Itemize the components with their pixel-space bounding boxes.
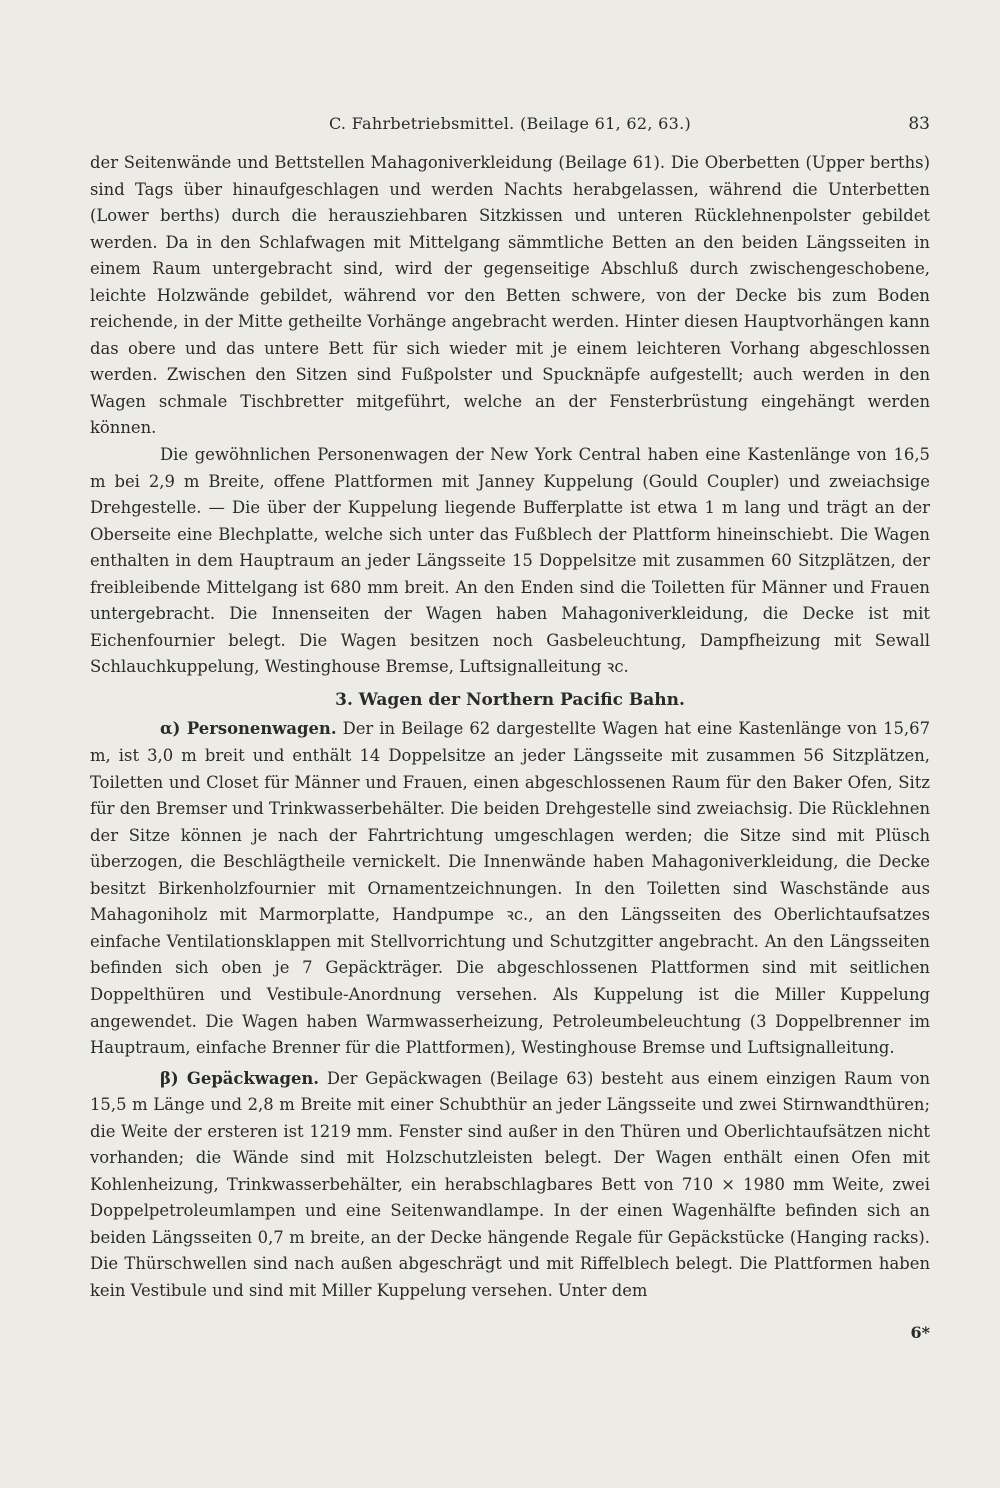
paragraph-sleeping-car-continued: der Seitenwände und Bettstellen Mahagoniverkleidung (Beilage 61). Die Oberbetten (Upper berths) sind Tags über hinaufgeschlagen und werden Nachts herabgelassen, während die Unterbetten (Lower berths) durch die herausziehbaren Sitzkissen und unteren Rücklehnenpolster gebildet werden. Da in den Schlafwagen mit Mittelgang sämmtliche Betten an den beiden Längsseiten in einem Raum untergebracht sind, wird der gegenseitige Abschluß durch zwischengeschobene, leichte Holzwände gebildet, während vor den Betten schwere, von der Decke bis zum Boden reichende, in der Mitte getheilte Vorhänge angebracht werden. Hinter diesen Hauptvorhängen kann das obere und das untere Bett für sich wieder mit je einem leichteren Vorhang abgeschlossen werden. Zwischen den Sitzen sind Fußpolster und Spucknäpfe aufgestellt; auch werden in den Wagen schmale Tischbretter mitgeführt, welche an der Fensterbrüstung eingehängt werden können.: [90, 153, 930, 438]
subsection-label-beta: β) Gepäckwagen.: [160, 1068, 320, 1088]
paragraph-gepaeckwagen-text: Der Gepäckwagen (Beilage 63) besteht aus einem einzigen Raum von 15,5 m Länge und 2,8 m Breite mit einer Schubthür an jeder Längsseite und zwei Stirnwandthüren; die Weite der ersteren ist 1219 mm. Fenster sind außer in den Thüren und Oberlichtaufsätzen nicht vorhanden; die Wände sind mit Holzschutzleisten belegt. Der Wagen enthält einen Ofen mit Kohlenheizung, Trinkwasserbehälter, ein herabschlagbares Bett von 710 × 1980 mm Weite, zwei Doppelpetroleumlampen und eine Seitenwandlampe. In der einen Wagenhälfte befinden sich an beiden Längsseiten 0,7 m breite, an der Decke hängende Regale für Gepäckstücke (Hanging racks). Die Thürschwellen sind nach außen abgeschrägt und mit Riffelblech belegt. Die Plattformen haben kein Vestibule und sind mit Miller Kuppelung versehen. Unter dem: [90, 1068, 930, 1300]
page-number: 83: [908, 114, 930, 134]
paragraph-gepaeckwagen: [90, 1066, 930, 1305]
subsection-label-alpha: α) Personenwagen.: [160, 719, 337, 739]
body-text: [90, 150, 930, 1305]
running-header: [90, 114, 930, 138]
paragraph-new-york-central: Die gewöhnlichen Personenwagen der New York Central haben eine Kastenlänge von 16,5 m bei 2,9 m Breite, offene Plattformen mit Janney Kuppelung (Gould Coupler) und zweiachsige Drehgestelle. — Die über der Kuppelung liegende Bufferplatte ist etwa 1 m lang und trägt an der Oberseite eine Blechplatte, welche sich unter das Fußblech der Plattform hineinschiebt. Die Wagen enthalten in dem Hauptraum an jeder Längsseite 15 Doppelsitze mit zusammen 60 Sitzplätzen, der freibleibende Mittelgang ist 680 mm breit. An den Enden sind die Toiletten für Männer und Frauen untergebracht. Die Innenseiten der Wagen haben Mahagoniverkleidung, die Decke ist mit Eichenfournier belegt. Die Wagen besitzen noch Gasbeleuchtung, Dampfheizung mit Sewall Schlauchkuppelung, Westinghouse Bremse, Luftsignalleitung ꝛc.: [90, 445, 930, 677]
section-heading: 3. Wagen der Northern Pacific Bahn.: [335, 689, 685, 710]
running-title: C. Fahrbetriebsmittel. (Beilage 61, 62, 63.): [328, 114, 692, 133]
paragraph-personenwagen: [90, 716, 930, 1061]
signature-mark: 6*: [910, 1323, 930, 1342]
paragraph-personenwagen-text: Der in Beilage 62 dargestellte Wagen hat eine Kastenlänge von 15,67 m, ist 3,0 m breit und enthält 14 Doppelsitze an jeder Längsseite mit zusammen 56 Sitzplätzen, Toiletten und Closet für Männer und Frauen, einen abgeschlossenen Raum für den Baker Ofen, Sitz für den Bremser und Trinkwasserbehälter. Die beiden Drehgestelle sind zweiachsig. Die Rücklehnen der Sitze können je nach der Fahrtrichtung umgeschlagen werden; die Sitze sind mit Plüsch überzogen, die Beschlägtheile vernickelt. Die Innenwände haben Mahagoniverkleidung, die Decke besitzt Birkenholzfournier mit Ornamentzeichnungen. In den Toiletten sind Waschstände aus Mahagoniholz mit Marmorplatte, Handpumpe ꝛc., an den Längsseiten des Oberlichtaufsatzes einfache Ventilationsklappen mit Stellvorrichtung und Schutzgitter angebracht. An den Längsseiten befinden sich oben je 7 Gepäckträger. Die abgeschlossenen Plattformen sind mit seitlichen Doppelthüren und Vestibule-Anordnung versehen. Als Kuppelung ist die Miller Kuppelung angewendet. Die Wagen haben Warmwasserheizung, Petroleumbeleuchtung (3 Doppelbrenner im Hauptraum, einfache Brenner für die Plattformen), Westinghouse Bremse und Luftsignalleitung.: [90, 719, 930, 1058]
